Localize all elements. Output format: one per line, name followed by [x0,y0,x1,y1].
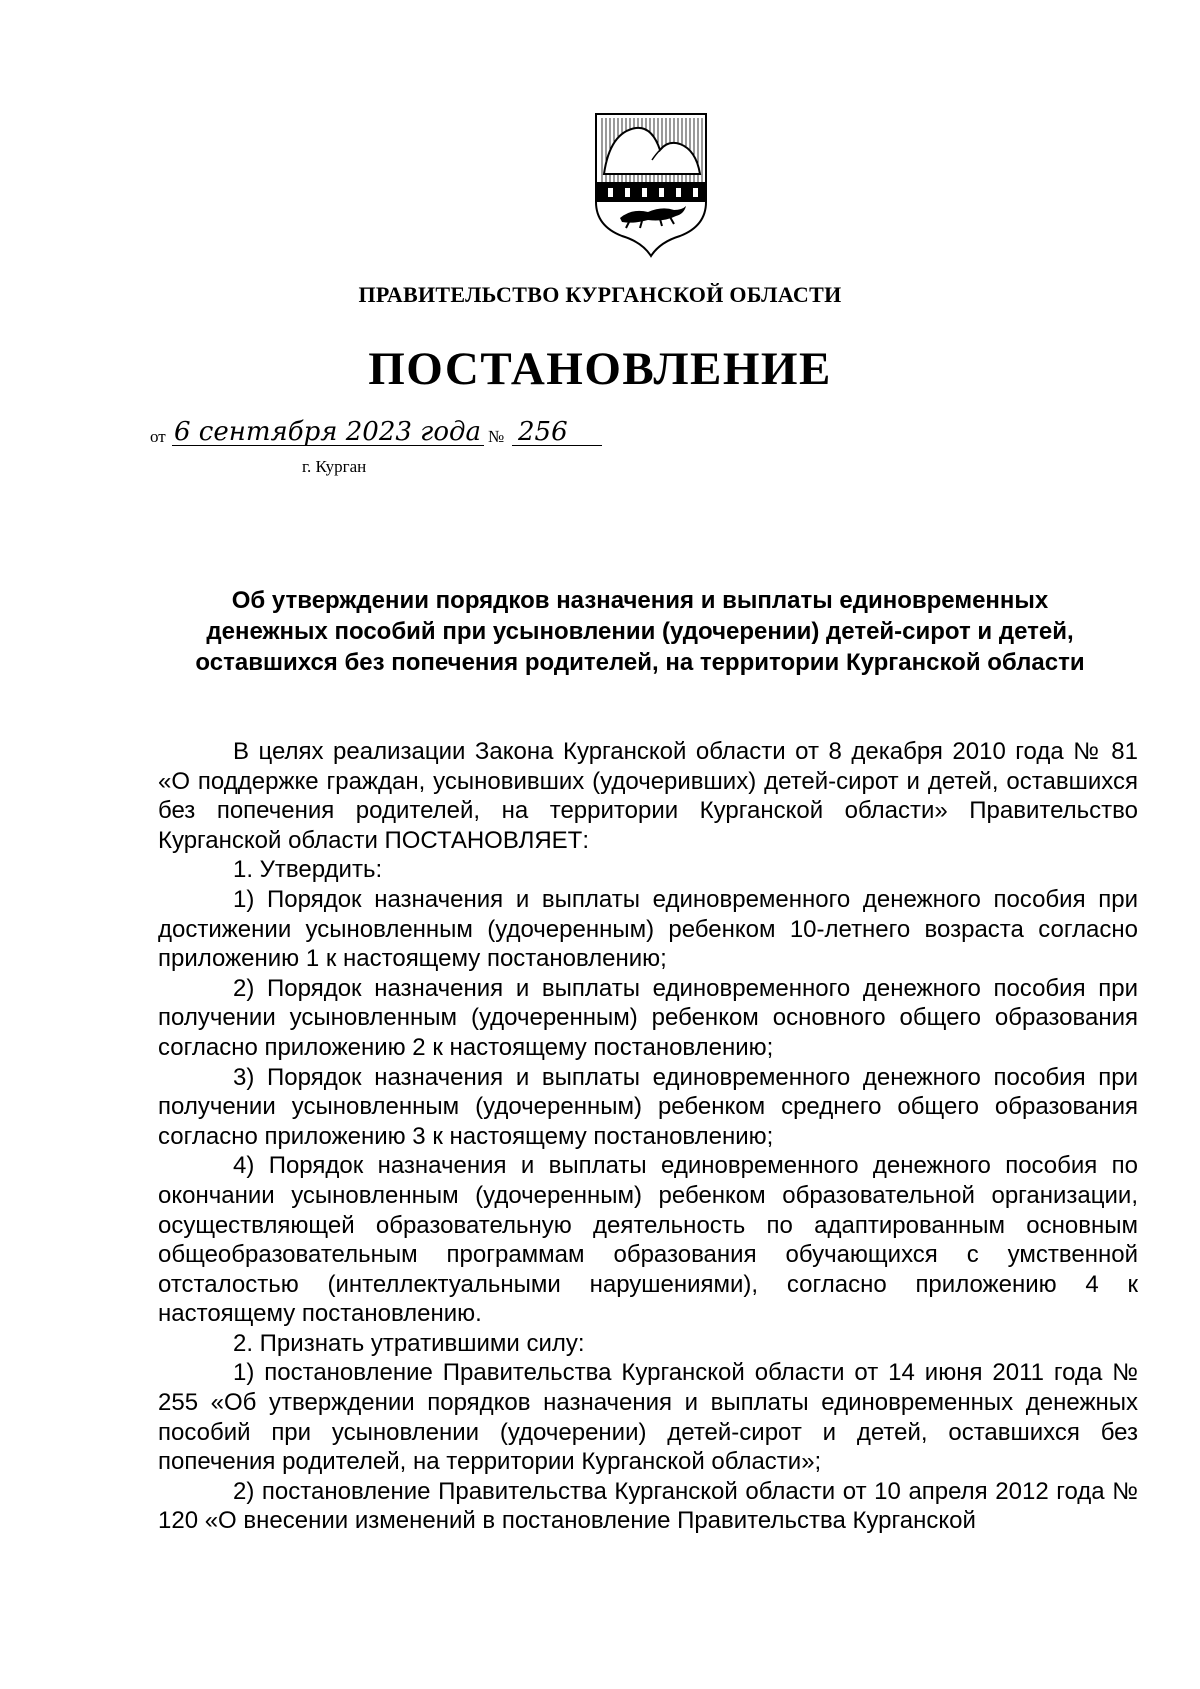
number-underline [512,445,602,446]
body-paragraph: 3) Порядок назначения и выплаты единовременного денежного пособия при получении усыновленным (удочеренным) ребенком среднего общего образования согласно приложению 3 к настоящему постановлению; [158,1063,1138,1150]
handwritten-date: 6 сентября 2023 года [174,417,481,447]
body-paragraph: В целях реализации Закона Курганской области от 8 декабря 2010 года № 81 «О поддержке граждан, усыновивших (удочеривших) детей-сирот и детей, оставшихся без попечения родителей, на территории Курганской области» Правительство Курганской области ПОСТАНОВЛЯЕТ: [158,738,1138,854]
from-label: от [150,427,166,446]
date-and-number-line [150,417,670,495]
title-line: оставшихся без попечения родителей, на территории Курганской области [195,649,1085,676]
organization-name: ПРАВИТЕЛЬСТВО КУРГАНСКОЙ ОБЛАСТИ [358,282,842,307]
coat-of-arms-emblem [590,110,712,258]
body-paragraph: 2) Порядок назначения и выплаты единовременного денежного пособия при получении усыновленным (удочеренным) ребенком основного общего образования согласно приложению 2 к настоящему постановлению; [158,974,1138,1061]
body-paragraph: 1) Порядок назначения и выплаты единовременного денежного пособия при достижении усыновленным (удочеренным) ребенком 10-летнего возраста согласно приложению 1 к настоящему постановлению; [158,885,1138,973]
document-type-heading: ПОСТАНОВЛЕНИЕ [368,343,832,395]
title-line: денежных пособий при усыновлении (удочерении) детей-сирот и детей, [206,618,1074,645]
number-label: № [488,427,505,446]
body-paragraph: 4) Порядок назначения и выплаты единовременного денежного пособия по окончании усыновленным (удочеренным) ребенком образовательной организации, осуществляющей образовательную деятельность по адаптированным основным общеобразовательным программам образования обучающихся с умственной отсталостью (интеллектуальными нарушениями), согласно приложению 4 к настоящему постановлению. [158,1152,1138,1328]
document-body [158,737,1138,1536]
body-paragraph: 2) постановление Правительства Курганской области от 10 апреля 2012 года № 120 «О внесении изменений в постановление Правительства Курганской [158,1477,1138,1535]
handwritten-number: 256 [518,417,568,447]
body-paragraph: 1. Утвердить: [233,856,383,884]
date-underline [172,445,484,446]
place-of-issue: г. Курган [302,457,367,476]
body-paragraph: 1) постановление Правительства Курганской области от 14 июня 2011 года № 255 «Об утверждении порядков назначения и выплаты единовременных денежных пособий при усыновлении (удочерении) детей-сирот и детей, оставшихся без попечения родителей, на территории Курганской области»; [158,1359,1138,1476]
title-line: Об утверждении порядков назначения и выплаты единовременных [231,587,1049,614]
body-paragraph: 2. Признать утратившими силу: [233,1329,585,1357]
document-title [150,585,1130,678]
